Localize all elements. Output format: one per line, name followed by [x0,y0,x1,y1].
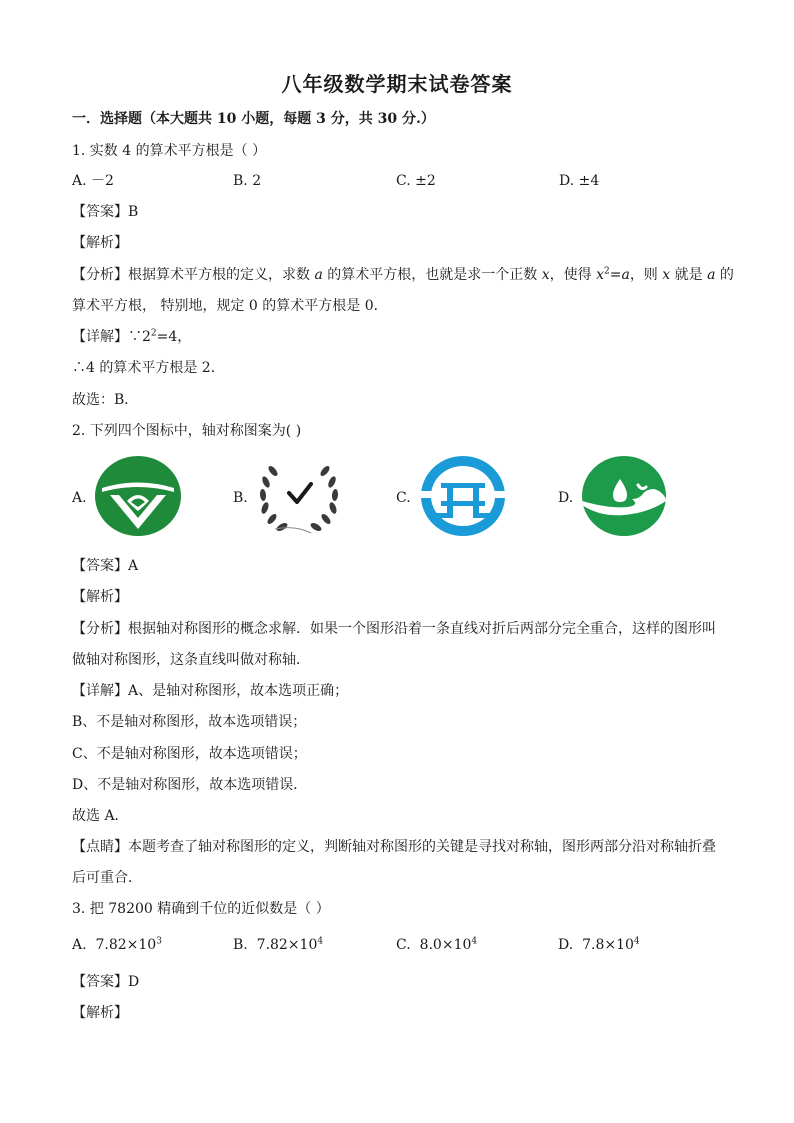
option-exponent: 3 [156,936,162,947]
dianjing-text: 本题考查了轴对称图形的定义，判断轴对称图形的关键是寻找对称轴，图形两部分沿对称轴折叠 [128,839,716,855]
fenxi-text: 就是 [670,267,708,283]
q3-option-c [396,935,477,955]
q2-dianjing-line1 [72,837,732,857]
exponent: 2 [603,266,610,277]
detail-text: ∵2 [128,329,151,345]
option-exponent: 4 [471,936,478,947]
green-emblem-icon [94,455,182,537]
detail-tag: 【详解】 [72,683,128,699]
dianjing-tag: 【点睛】 [72,839,128,855]
blue-bridge-icon [419,455,507,537]
answer-value: A [128,558,139,574]
q3-stem: 3. 把 78200 精确到千位的近似数是（ ） [72,901,330,917]
q1-detail-line2: ∴4 的算术平方根是 2． [72,360,225,376]
q2-analysis-tag: 【解析】 [72,589,128,605]
var-x: x [662,267,671,283]
detail-text: A、是轴对称图形，故本选项正确； [128,683,349,699]
option-exponent: 4 [317,936,324,947]
q2-label-b: B. [233,490,248,506]
q1-detail-line1 [72,327,732,347]
q1-option-c: C. ±2 [396,173,436,189]
q3-analysis-tag: 【解析】 [72,1005,128,1021]
answer-value: B [128,204,139,220]
option-mantissa: 8.0×10 [419,937,472,953]
fenxi-text: ，则 [629,267,663,283]
var-a: a [314,267,323,283]
fenxi-text: 根据算术平方根的定义，求数 [128,267,315,283]
laurel-check-icon [255,455,343,537]
q2-stem: 2. 下列四个图标中，轴对称图案为( ) [72,423,302,439]
q2-dianjing-line2: 后可重合． [72,870,142,886]
q3-option-a [72,935,162,955]
option-mantissa: 7.8×10 [582,937,634,953]
q1-answer [72,202,732,222]
option-mantissa: 7.82×10 [95,937,157,953]
answer-tag: 【答案】 [72,558,128,574]
var-a: a [621,267,630,283]
q1-stem: 1. 实数 4 的算术平方根是（ ） [72,143,267,159]
var-x: x [541,267,550,283]
fenxi-tag: 【分析】 [72,621,128,637]
answer-tag: 【答案】 [72,974,128,990]
section-heading: 一．选择题（本大题共 10 小题，每题 3 分，共 30 分.） [72,111,435,127]
q2-detail-line3: C、不是轴对称图形，故本选项错误； [72,746,307,762]
option-letter: B. [233,937,248,953]
detail-tag: 【详解】 [72,329,128,345]
answer-value: D [128,974,140,990]
q2-fenxi-line1 [72,619,732,639]
q1-fenxi-line1 [72,265,732,285]
laurel-wreath-icon [255,455,343,537]
q3-answer [72,972,732,992]
q2-detail-line2: B、不是轴对称图形，故本选项错误； [72,714,307,730]
green-drop-emblem-icon [580,455,668,537]
q1-fenxi-line2: 算术平方根， 特别地，规定 0 的算术平方根是 0． [72,298,388,314]
q1-analysis-tag: 【解析】 [72,235,128,251]
q2-conclusion: 故选 A． [72,808,129,824]
q2-answer [72,556,732,576]
q2-fenxi-line2: 做轴对称图形，这条直线叫做对称轴． [72,652,310,668]
option-mantissa: 7.82×10 [256,937,318,953]
q2-label-d: D. [558,490,574,506]
blue-circle-emblem-icon [419,455,507,537]
q2-label-c: C. [396,490,411,506]
option-letter: C. [396,937,411,953]
fenxi-text: 根据轴对称图形的概念求解．如果一个图形沿着一条直线对折后两部分完全重合，这样的图形叫 [128,621,716,637]
q2-label-a: A. [72,490,87,506]
fenxi-tag: 【分析】 [72,267,128,283]
option-letter: A. [72,937,87,953]
q1-conclusion: 故选：B． [72,392,139,408]
exponent: 2 [150,328,157,339]
option-exponent: 4 [633,936,640,947]
q1-option-d: D. ±4 [559,173,600,189]
var-x: x [596,267,604,283]
option-letter: D. [558,937,574,953]
answer-tag: 【答案】 [72,204,128,220]
logo-green-circle-icon [94,455,182,537]
q3-option-d [558,935,640,955]
fenxi-text: ，使得 [549,267,597,283]
equals: = [609,267,622,283]
q3-option-b [233,935,323,955]
fenxi-text: 的算术平方根，也就是求一个正数 [322,267,542,283]
q2-detail-line4: D、不是轴对称图形，故本选项错误． [72,777,308,793]
q1-option-a: A. －2 [72,173,114,189]
detail-text: =4， [156,329,192,345]
fenxi-text: 的 [715,267,734,283]
q2-detail-line1 [72,681,732,701]
var-a: a [707,267,716,283]
green-water-drop-icon [580,455,668,537]
page-title: 八年级数学期末试卷答案 [281,72,513,96]
q1-option-b: B. 2 [233,173,262,189]
